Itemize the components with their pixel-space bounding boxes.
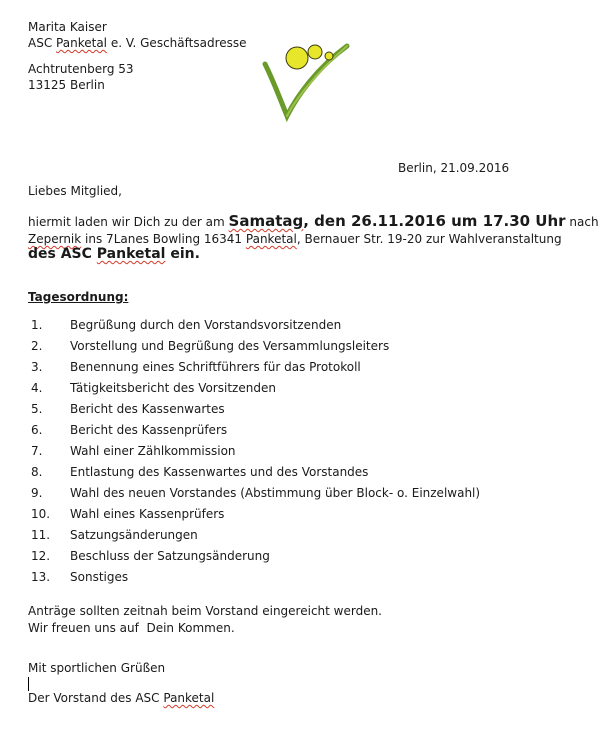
closing-pre: des ASC — [28, 246, 92, 262]
place-word-2: Panketal — [245, 232, 297, 246]
greeting: Mit sportlichen Grüßen — [28, 661, 166, 675]
invitation-line-2 — [28, 232, 562, 246]
agenda-num: 6. — [31, 423, 43, 437]
invitation-lead: hiermit laden wir Dich zu der am — [28, 215, 225, 229]
logo-ball-medium — [308, 45, 322, 59]
agenda-num: 12. — [31, 549, 51, 563]
agenda-item — [0, 444, 600, 460]
salutation: Liebes Mitglied, — [28, 184, 122, 198]
agenda-num: 7. — [31, 444, 43, 458]
agenda-text: Beschluss der Satzungsänderung — [70, 549, 270, 563]
agenda-num: 3. — [31, 360, 43, 374]
agenda-item — [0, 339, 600, 355]
closing-post: ein. — [170, 246, 200, 262]
agenda-text: Vorstellung und Begrüßung des Versammlungsleiters — [70, 339, 390, 353]
invitation-lead-end: nach — [569, 215, 599, 229]
place-word: Zepernik — [28, 232, 82, 246]
agenda-text: Wahl einer Zählkommission — [70, 444, 236, 458]
invitation-date-word: Samatag — [228, 212, 304, 230]
invitation-date-rest: , den 26.11.2016 um 17.30 Uhr — [303, 212, 566, 230]
text-cursor[interactable] — [28, 677, 29, 691]
signature-pre: Der Vorstand des ASC — [28, 691, 160, 705]
agenda-text: Begrüßung durch den Vorstandsvorsitzenden — [70, 318, 342, 332]
sender-city: 13125 Berlin — [28, 78, 105, 92]
agenda-num: 11. — [31, 528, 51, 542]
agenda-num: 13. — [31, 570, 51, 584]
agenda-text: Wahl des neuen Vorstandes (Abstimmung über Block- o. Einzelwahl) — [70, 486, 481, 500]
agenda-num: 4. — [31, 381, 43, 395]
agenda-heading: Tagesordnung: — [28, 290, 129, 304]
agenda-num: 10. — [31, 507, 51, 521]
note-line-2: Wir freuen uns auf Dein Kommen. — [28, 621, 235, 635]
invitation-line-1 — [28, 212, 599, 230]
agenda-text: Bericht des Kassenwartes — [70, 402, 225, 416]
agenda-text: Entlastung des Kassenwartes und des Vorstandes — [70, 465, 369, 479]
sender-org — [28, 36, 247, 50]
agenda-item — [0, 318, 600, 334]
agenda-num: 8. — [31, 465, 43, 479]
invitation-date — [229, 212, 566, 230]
agenda-item — [0, 381, 600, 397]
place-mid: ins 7Lanes Bowling 16341 — [85, 232, 243, 246]
agenda-item — [0, 423, 600, 439]
agenda-text: Sonstiges — [70, 570, 129, 584]
agenda-text: Tätigkeitsbericht des Vorsitzenden — [70, 381, 276, 395]
note-line-1: Anträge sollten zeitnah beim Vorstand eingereicht werden. — [28, 604, 382, 618]
sender-name: Marita Kaiser — [28, 20, 107, 34]
agenda-item — [0, 402, 600, 418]
agenda-num: 2. — [31, 339, 43, 353]
org-word: Panketal — [56, 36, 107, 50]
agenda-num: 1. — [31, 318, 43, 332]
agenda-num: 5. — [31, 402, 43, 416]
agenda-num: 9. — [31, 486, 43, 500]
agenda-item — [0, 549, 600, 565]
agenda-item — [0, 528, 600, 544]
signature-word: Panketal — [163, 691, 215, 705]
closing-word: Panketal — [96, 246, 166, 262]
org-suffix: e. V. Geschäftsadresse — [110, 36, 247, 50]
agenda-item — [0, 486, 600, 502]
date-line: Berlin, 21.09.2016 — [398, 161, 510, 175]
logo-ball-large — [286, 47, 308, 69]
sender-street: Achtrutenberg 53 — [28, 62, 134, 76]
signature — [28, 691, 214, 705]
agenda-item — [0, 465, 600, 481]
agenda-text: Benennung eines Schriftführers für das Protokoll — [70, 360, 361, 374]
agenda-item — [0, 507, 600, 523]
agenda-text: Bericht des Kassenprüfers — [70, 423, 228, 437]
agenda-item — [0, 570, 600, 586]
org-prefix: ASC — [28, 36, 53, 50]
logo-ball-small — [325, 52, 333, 60]
agenda-text: Satzungsänderungen — [70, 528, 198, 542]
invitation-line-3 — [28, 246, 200, 262]
agenda-text: Wahl eines Kassenprüfers — [70, 507, 225, 521]
place-rest: , Bernauer Str. 19-20 zur Wahlveranstaltung — [296, 232, 562, 246]
club-logo — [255, 38, 355, 128]
agenda-item — [0, 360, 600, 376]
